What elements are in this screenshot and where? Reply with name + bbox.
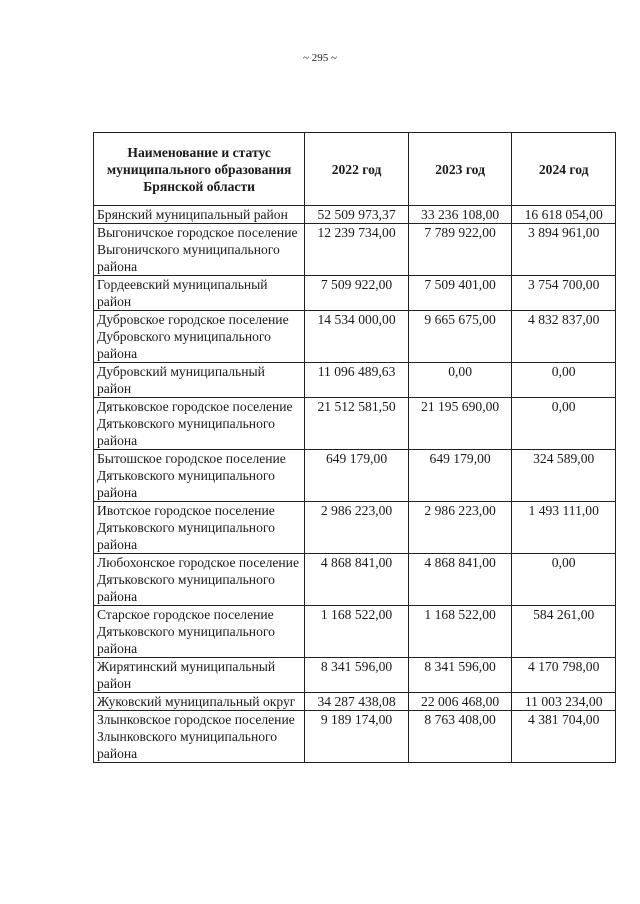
amount-2023: 9 665 675,00 [408, 311, 512, 363]
municipality-name: Брянский муниципальный район [94, 206, 305, 224]
amount-2023: 22 006 468,00 [408, 693, 512, 711]
amount-2023: 2 986 223,00 [408, 502, 512, 554]
amount-2022: 14 534 000,00 [305, 311, 409, 363]
amount-2024: 0,00 [512, 363, 616, 398]
table-row [94, 311, 616, 363]
amount-2022: 649 179,00 [305, 450, 409, 502]
amount-2023: 1 168 522,00 [408, 606, 512, 658]
municipality-name: Старское городское поселение Дятьковского муниципального района [94, 606, 305, 658]
table-header-row [94, 133, 616, 206]
amount-2022: 52 509 973,37 [305, 206, 409, 224]
amount-2024: 16 618 054,00 [512, 206, 616, 224]
amount-2022: 1 168 522,00 [305, 606, 409, 658]
amount-2022: 11 096 489,63 [305, 363, 409, 398]
amount-2023: 7 509 401,00 [408, 276, 512, 311]
header-2022: 2022 год [305, 133, 409, 206]
amount-2023: 0,00 [408, 363, 512, 398]
amount-2024: 4 381 704,00 [512, 711, 616, 763]
municipality-name: Жирятинский муниципальный район [94, 658, 305, 693]
amount-2024: 3 754 700,00 [512, 276, 616, 311]
table-row [94, 398, 616, 450]
table-row [94, 658, 616, 693]
amount-2022: 8 341 596,00 [305, 658, 409, 693]
amount-2024: 0,00 [512, 554, 616, 606]
amount-2024: 3 894 961,00 [512, 224, 616, 276]
municipality-name: Злынковское городское поселение Злынковского муниципального района [94, 711, 305, 763]
table-row [94, 276, 616, 311]
header-2024: 2024 год [512, 133, 616, 206]
municipality-name: Гордеевский муниципальный район [94, 276, 305, 311]
amount-2023: 7 789 922,00 [408, 224, 512, 276]
amount-2024: 4 832 837,00 [512, 311, 616, 363]
municipality-name: Ивотское городское поселение Дятьковского муниципального района [94, 502, 305, 554]
table-row [94, 606, 616, 658]
amount-2023: 8 763 408,00 [408, 711, 512, 763]
table-row [94, 554, 616, 606]
municipality-name: Любохонское городское поселение Дятьковского муниципального района [94, 554, 305, 606]
amount-2022: 2 986 223,00 [305, 502, 409, 554]
amount-2024: 1 493 111,00 [512, 502, 616, 554]
amount-2022: 12 239 734,00 [305, 224, 409, 276]
table-row [94, 206, 616, 224]
municipality-name: Дубровское городское поселение Дубровского муниципального района [94, 311, 305, 363]
amount-2022: 21 512 581,50 [305, 398, 409, 450]
table-row [94, 363, 616, 398]
table-row [94, 450, 616, 502]
amount-2022: 9 189 174,00 [305, 711, 409, 763]
municipality-name: Дятьковское городское поселение Дятьковского муниципального района [94, 398, 305, 450]
budget-table [93, 132, 616, 763]
page-number: ~ 295 ~ [303, 52, 337, 64]
municipality-name: Дубровский муниципальный район [94, 363, 305, 398]
municipality-name: Жуковский муниципальный округ [94, 693, 305, 711]
amount-2024: 584 261,00 [512, 606, 616, 658]
table-row [94, 502, 616, 554]
amount-2023: 33 236 108,00 [408, 206, 512, 224]
table-row [94, 693, 616, 711]
header-2023: 2023 год [408, 133, 512, 206]
amount-2022: 34 287 438,08 [305, 693, 409, 711]
amount-2024: 324 589,00 [512, 450, 616, 502]
amount-2022: 7 509 922,00 [305, 276, 409, 311]
amount-2024: 0,00 [512, 398, 616, 450]
amount-2024: 4 170 798,00 [512, 658, 616, 693]
amount-2023: 649 179,00 [408, 450, 512, 502]
amount-2024: 11 003 234,00 [512, 693, 616, 711]
amount-2023: 8 341 596,00 [408, 658, 512, 693]
header-municipality: Наименование и статус муниципального образования Брянской области [94, 133, 305, 206]
table-row [94, 711, 616, 763]
municipality-name: Выгоничское городское поселение Выгоничского муниципального района [94, 224, 305, 276]
amount-2022: 4 868 841,00 [305, 554, 409, 606]
amount-2023: 4 868 841,00 [408, 554, 512, 606]
table-row [94, 224, 616, 276]
municipality-name: Бытошское городское поселение Дятьковского муниципального района [94, 450, 305, 502]
amount-2023: 21 195 690,00 [408, 398, 512, 450]
